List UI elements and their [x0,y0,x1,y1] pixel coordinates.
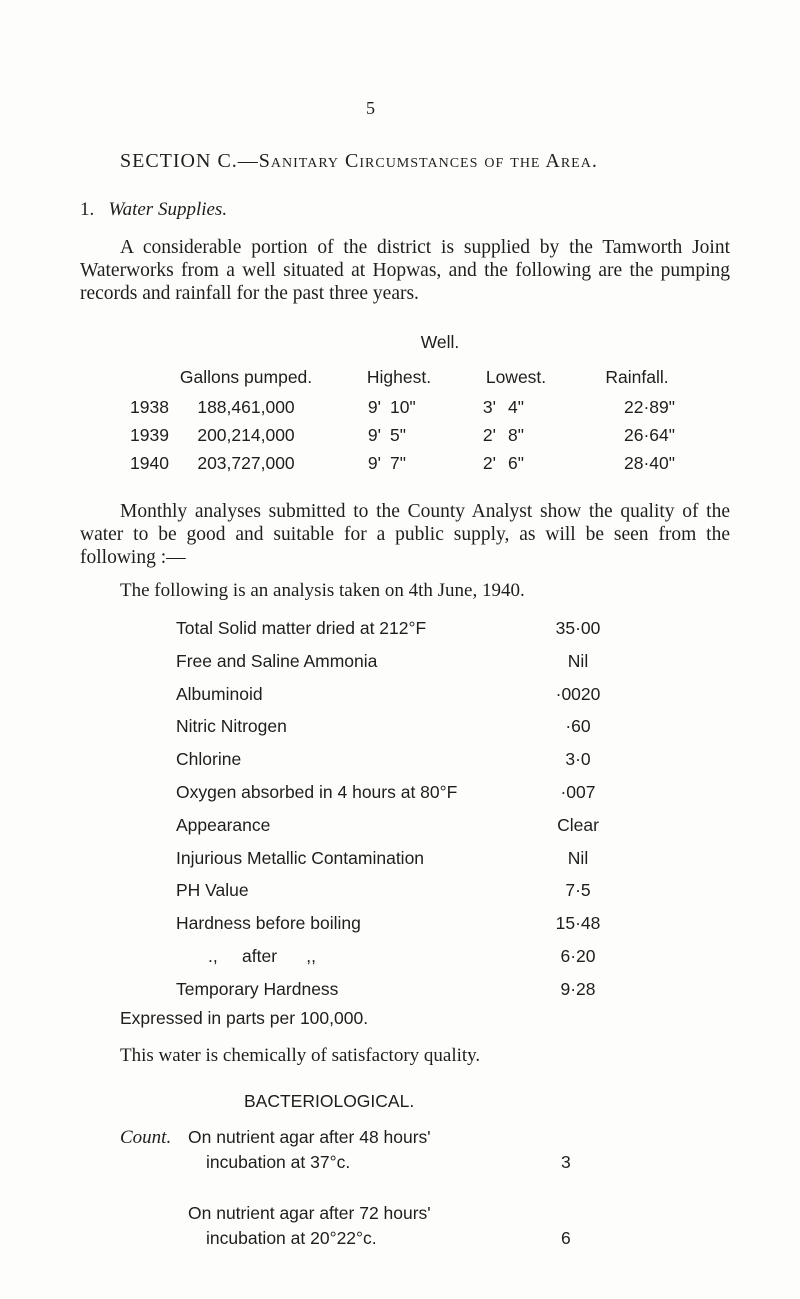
bacteria-line1: On nutrient agar after 72 hours' [188,1203,431,1223]
row-highest-feet: 9' [367,453,381,473]
analysis-label: Temporary Hardness [176,978,339,999]
count-label: Count. [120,1127,172,1148]
analysis-value: ·60 [565,716,591,737]
analysis-value: Clear [557,814,599,835]
row-gallons: 203,727,000 [197,453,295,473]
row-year: 1938 [130,397,169,417]
analysis-label: Oxygen absorbed in 4 hours at 80°F [176,782,458,802]
units-note: Expressed in parts per 100,000. [120,1008,369,1028]
row-gallons: 200,214,000 [197,425,295,445]
analysis-value: Nil [567,847,589,868]
row-gallons: 188,461,000 [197,397,295,417]
intro-paragraph: A considerable portion of the district is supplied by the Tamworth Joint Waterworks from a well situated at Hopwas, and the following are the pumping records and rainfall for the past three years. [80,237,730,304]
row-highest-inches: 5" [390,425,406,445]
analysis-value: 35·00 [555,618,601,638]
analysis-label: Free and Saline Ammonia [176,650,378,671]
analysis-value: 9·28 [560,978,596,999]
header-lowest: Lowest. [485,367,547,387]
bacteria-line2: incubation at 37°c. [206,1152,351,1172]
satisfactory-statement: This water is chemically of satisfactory quality. [120,1045,481,1066]
monthly-paragraph: Monthly analyses submitted to the County Analyst show the quality of the water to be good and suitable for a public supply, as will be seen from the following :— [80,501,730,568]
subsection-title: Water Supplies. [108,199,228,220]
bacteria-value: 6 [561,1228,571,1248]
analysis-label: Nitric Nitrogen [176,716,287,737]
header-rainfall: Rainfall. [605,367,669,387]
analysis-label: Appearance [176,814,271,835]
analysis-value: ·0020 [555,683,601,704]
header-gallons: Gallons pumped. [179,367,313,387]
row-lowest-feet: 3' [482,397,496,417]
section-prefix: SECTION C.— [120,150,259,172]
bacteriological-heading: BACTERIOLOGICAL. [244,1091,415,1111]
analysis-value: 3·0 [565,749,591,770]
analysis-value: 6·20 [560,946,596,966]
row-highest-feet: 9' [367,397,381,417]
well-group-header: Well. [420,332,460,352]
bacteria-line2: incubation at 20°22°c. [206,1228,377,1248]
row-year: 1939 [130,425,169,445]
analysis-value: 7·5 [565,880,591,901]
bacteria-value: 3 [561,1152,571,1172]
row-rainfall: 26·64" [624,425,675,445]
row-highest-feet: 9' [367,425,381,445]
header-highest: Highest. [366,367,432,387]
subsection-number: 1. [80,199,95,220]
page-number: 5 [366,98,375,118]
row-lowest-inches: 8" [508,425,524,445]
analysis-label: Total Solid matter dried at 212°F [176,618,427,638]
analysis-label: Injurious Metallic Contamination [176,847,425,868]
bacteria-line1: On nutrient agar after 48 hours' [188,1127,431,1147]
analysis-label: Albuminoid [176,683,263,704]
row-rainfall: 28·40" [624,453,675,473]
row-year: 1940 [130,453,169,473]
analysis-label: Hardness before boiling [176,913,361,934]
analysis-label: Chlorine [176,749,242,770]
analysis-label: ., after ,, [208,946,316,966]
analysis-intro: The following is an analysis taken on 4th June, 1940. [120,580,525,601]
row-lowest-feet: 2' [482,425,496,445]
analysis-value: 15·48 [555,913,601,934]
analysis-label: PH Value [176,880,249,901]
row-rainfall: 22·89" [624,397,675,417]
subsection-heading [80,199,227,221]
row-highest-inches: 10" [390,397,416,417]
section-title: Sanitary Circumstances of the Area. [258,150,598,172]
row-lowest-inches: 4" [508,397,524,417]
analysis-value: Nil [567,650,589,671]
row-lowest-inches: 6" [508,453,524,473]
analysis-value: ·007 [560,782,596,802]
row-highest-inches: 7" [390,453,406,473]
row-lowest-feet: 2' [482,453,496,473]
section-heading [120,150,598,173]
